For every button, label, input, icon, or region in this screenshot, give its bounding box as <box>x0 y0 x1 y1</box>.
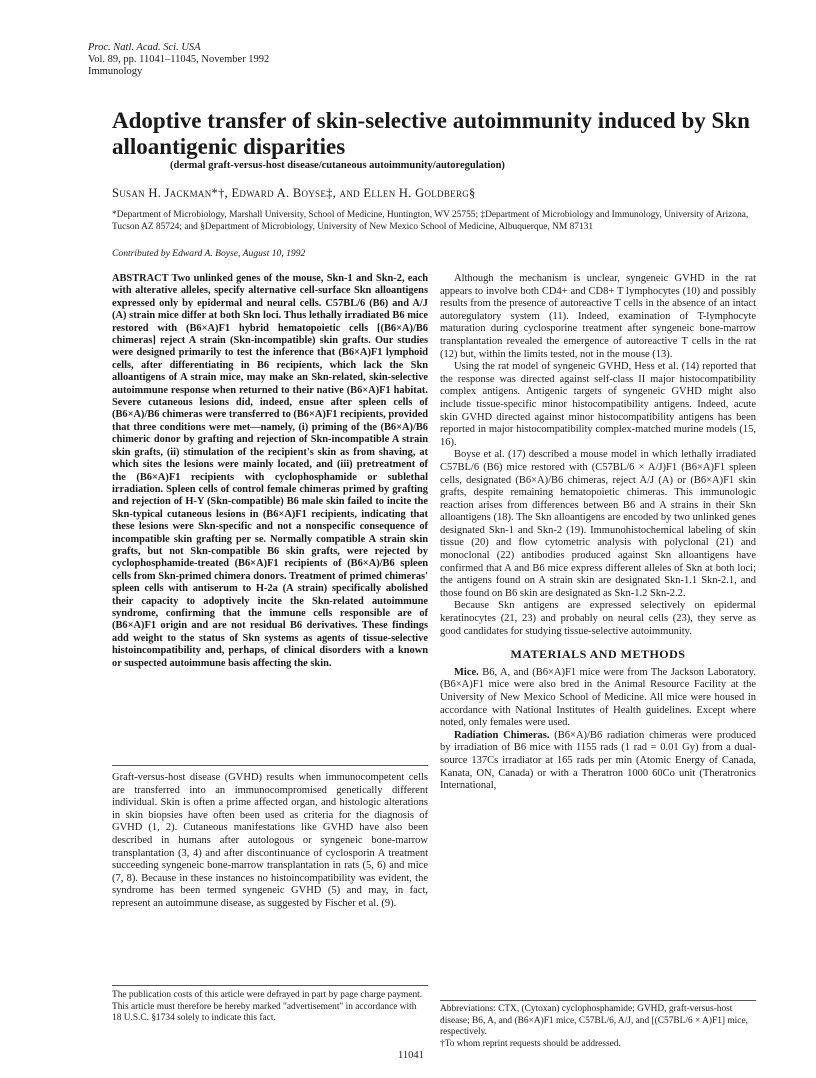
intro-paragraph: Graft-versus-host disease (GVHD) results when immunocompetent cells are transferred into an immunocompromised genetically different individual. Skin is often a prime affected organ, and histologic alterations in skin biopsies have often been used as criteria for the diagnosis of GVHD (1, 2). Cutaneous manifestations like GVHD have also been described in humans after autologous or syngeneic bone-marrow transplantation (3, 4) and after discontinuance of cyclosporin A treatment succeeding syngeneic bone-marrow transplantation in rats (5, 6) and mice (7, 8). Because in these instances no histoincompatibility was evident, the syndrome has been termed syngeneic GVHD (5) and may, in fact, represent an autoimmune disease, as suggested by Fischer et al. (9). <box>112 772 428 909</box>
paragraph-text: B6, A, and (B6×A)F1 mice were from The Jackson Laboratory. (B6×A)F1 mice were also bred in the Animal Resource Facility at the University of New Mexico School of Medicine. All mice were housed in accordance with National Institutes of Health guidelines. Except where noted, only females were used. <box>440 666 756 729</box>
abbreviations: Abbreviations: CTX, (Cytoxan) cyclophosphamide; GVHD, graft-versus-host disease; B6, A, and (B6×A)F1 mice, C57BL/6, A/J, and [(C57BL/6 × A)F1] mice, respectively. <box>440 1004 748 1037</box>
author-list: Susan H. Jackman*†, Edward A. Boyse‡, and Ellen H. Goldberg§ <box>112 186 476 200</box>
abbreviations-footnote <box>440 1004 756 1050</box>
running-header <box>88 42 269 78</box>
body-paragraph: Boyse et al. (17) described a mouse model in which lethally irradiated C57BL/6 (B6) mice restored with (C57BL/6 × A/J)F1 (B6×A)F1 spleen cells, designated (B6×A)/B6 chimeras, reject A/J (A) or (B6×A)F1 skin grafts, despite remaining hematopoietic chimeras. This immunologic reaction arises from differences between B6 and A strains in their Skn alloantigens (18). The Skn alloantigens are encoded by two unlinked genes designated Skn-1 and Skn-2 (19). Immunohistochemical labeling of skin tissue (20) and flow cytometric analysis with polyclonal (21) and monoclonal (22) antibodies produced against Skn alloantigens have confirmed that A and B6 mice express different alleles of Skn at both loci; the antigens found on A strain skin are designated Skn-1.1 Skn-2.1, and those found on B6 skin are designated as Skn-1.2 Skn-2.2. <box>440 449 756 599</box>
paragraph-text: (B6×A)/B6 radiation chimeras were produced by irradiation of B6 mice with 1155 rads (1 rad = 0.01 Gy) from a dual-source 137Cs irradiator at 165 rads per min (Atomic Energy of Canada, Kanata, ON, Canada) or with a Theratron 1000 60Co unit (Theratronics International, <box>440 729 756 792</box>
section-heading: MATERIALS AND METHODS <box>510 647 686 662</box>
publication-costs-note: The publication costs of this article were defrayed in part by page charge payment. This article must therefore be hereby marked "advertisement" in accordance with 18 U.S.C. §1734 solely to indicate this fact. <box>112 990 423 1023</box>
footnote-divider-right <box>440 1000 756 1001</box>
journal-name: Proc. Natl. Acad. Sci. USA <box>88 42 201 53</box>
footnote-divider-left <box>112 985 428 986</box>
abstract-divider <box>112 765 428 766</box>
run-in-heading: Mice. <box>454 666 479 678</box>
abstract: ABSTRACT Two unlinked genes of the mouse, Skn-1 and Skn-2, each with alterative alleles, specify alternative cell-surface Skn alloantigens expressed only by epidermal and neural cells. C57BL/6 (B6) and A/J (A) strain mice differ at both Skn loci. Thus lethally irradiated B6 mice restored with (B6×A)F1 hybrid hematopoietic cells [(B6×A)/B6 chimeras] reject A strain (Skn-incompatible) skin grafts. Our studies were designed primarily to test the inference that (B6×A)F1 lymphoid cells, after differentiating in B6 recipients, which lack the Skn alloantigens of A strain mice, may make an Skn-related, skin-selective autoimmune response when returned to their native (B6×A)F1 habitat. Severe cutaneous lesions did, indeed, ensue after spleen cells of (B6×A)/B6 chimeras were transferred to (B6×A)F1 recipients, provided that three conditions were met—namely, (i) priming of the (B6×A)/B6 chimeric donor by grafting and rejection of Skn-incompatible A strain skin grafts, (ii) stimulation of the recipient's skin as from shaving, at which sites the lesions were mainly located, and (iii) pretreatment of the (B6×A)F1 recipients with cyclophosphamide or sublethal irradiation. Spleen cells of control female chimeras primed by grafting and rejection of H-Y (Skn-compatible) B6 male skin failed to incite the Skn-typical cutaneous lesions in (B6×A)F1 recipients, indicating that these lesions were Skn-specific and not a nonspecific consequence of incompatible skin grafting per se. Normally compatible A strain skin grafts, but not Skn-compatible B6 skin grafts, were rejected by cyclophosphamide-treated (B6×A)F1 recipients of (B6×A)/B6 spleen cells from Skn-primed chimera donors. Treatment of primed chimeras' spleen cells with antiserum to H-2a (A strain) specifically abolished their capacity to adoptively incite the Skn-related autoimmune syndrome, confirming that the immune cells responsible are of (B6×A)F1 origin and are not residual B6 derivatives. These findings add weight to the status of Skn systems as agents of tissue-selective histoincompatibility and, perhaps, of clinical disorders with a known or suspected autoimmune basis affecting the skin. <box>112 273 428 669</box>
page-number: 11041 <box>398 1050 424 1061</box>
article-title: Adoptive transfer of skin-selective autoimmunity induced by Skn alloantigenic disparities <box>112 108 750 159</box>
article-subtitle: (dermal graft-versus-host disease/cutaneous autoimmunity/autoregulation) <box>170 160 505 171</box>
methods-paragraph <box>440 730 756 793</box>
body-paragraph: Although the mechanism is unclear, syngeneic GVHD in the rat appears to involve both CD4+ and CD8+ T lymphocytes (10) and possibly results from the presence of autoreactive T cells in the absence of an intact autoregulatory system (11). Indeed, examination of T-lymphocyte maturation during cyclosporine treatment after syngeneic bone-marrow transplantation revealed the emergence of autoreactive T cells in the rat (12) but, within the limits tested, not in the mouse (13). <box>440 273 756 360</box>
volume-info: Vol. 89, pp. 11041–11045, November 1992 <box>88 54 270 65</box>
methods-paragraph <box>440 667 756 730</box>
section-name: Immunology <box>88 66 143 77</box>
reprint-footnote: †To whom reprint requests should be addressed. <box>440 1038 621 1049</box>
right-column <box>440 273 756 793</box>
contributed-by: Contributed by Edward A. Boyse, August 10, 1992 <box>112 248 306 259</box>
affiliations: *Department of Microbiology, Marshall University, School of Medicine, Huntington, WV 25755; ‡Department of Microbiology and Immunology, University of Arizona, Tucson AZ 85724; and §Department of Microbiology, University of New Mexico School of Medicine, Albuquerque, NM 87131 <box>112 210 749 232</box>
run-in-heading: Radiation Chimeras. <box>454 729 550 741</box>
body-paragraph: Using the rat model of syngeneic GVHD, Hess et al. (14) reported that the response was directed against self-class II major histocompatibility complex antigens. Antigenic targets of syngeneic GVHD might also include tissue-specific minor histocompatibility antigens. Indeed, acute skin GVHD directed against minor histocompatibility antigens has been reported in major histocompatibility complex-matched murine models (15, 16). <box>440 361 756 448</box>
body-paragraph: Because Skn antigens are expressed selectively on epidermal keratinocytes (21, 23) and probably on neural cells (23), they serve as good candidates for studying tissue-selective autoimmunity. <box>440 600 756 637</box>
